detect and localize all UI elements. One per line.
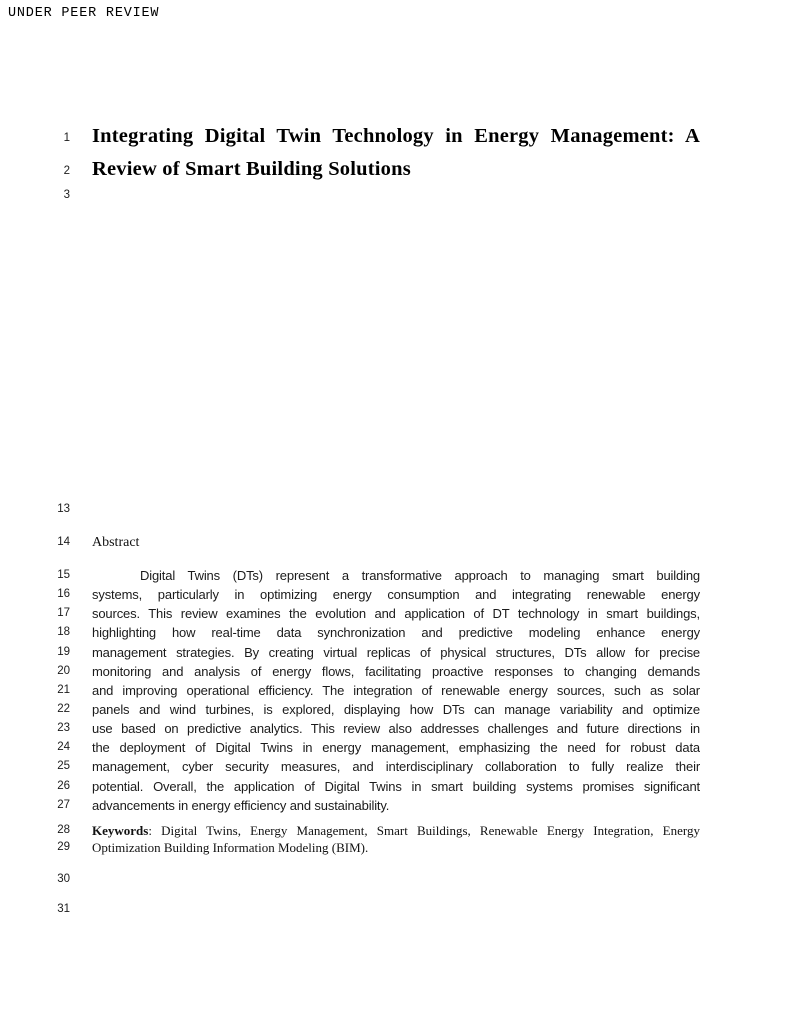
line-number: 18: [57, 626, 70, 639]
abstract-line-text: management strategies. By creating virtual replicas of physical structures, DTs allow for precise: [92, 644, 700, 660]
abstract-line-text: sources. This review examines the evolution and application of DT technology in smart buildings,: [92, 606, 700, 622]
abstract-line: [0, 738, 791, 757]
empty-line: [0, 900, 791, 919]
abstract-line: [0, 700, 791, 719]
abstract-heading-block: [0, 533, 791, 552]
line-number: 17: [57, 607, 70, 620]
line-number: 29: [57, 841, 70, 853]
keywords-label: Keywords: [92, 823, 149, 838]
line-number: 14: [57, 536, 70, 548]
abstract-line-text: monitoring and analysis of energy flows, facilitating proactive responses to changing demands: [92, 663, 700, 679]
line-number: 1: [63, 132, 70, 144]
abstract-line-text: highlighting how real-time data synchronization and predictive modeling enhance energy: [92, 625, 700, 641]
abstract-line-text: potential. Overall, the application of Digital Twins in smart building systems promises significant: [92, 778, 700, 794]
abstract-line-text: management, cyber security measures, and interdisciplinary collaboration to fully realize their: [92, 759, 700, 775]
line-number: 20: [57, 664, 70, 677]
line-number: 27: [57, 798, 70, 811]
line-number: 13: [57, 503, 70, 515]
abstract-line-text: advancements in energy efficiency and sustainability.: [92, 797, 390, 813]
line-number: 3: [63, 189, 70, 201]
empty-line: [0, 500, 791, 519]
keywords-line: [0, 822, 791, 839]
empty-line: [0, 870, 791, 889]
abstract-body: [0, 566, 791, 815]
abstract-line-text: the deployment of Digital Twins in energy management, emphasizing the need for robust data: [92, 740, 700, 756]
keywords-line: [0, 839, 791, 856]
title-line: [0, 153, 791, 186]
title-line: [0, 120, 791, 153]
line-number: 26: [57, 779, 70, 792]
line-number: 16: [57, 588, 70, 601]
keywords-block: [0, 822, 791, 856]
line-number: 2: [63, 165, 70, 177]
abstract-line: [0, 757, 791, 776]
line-number: 22: [57, 702, 70, 715]
peer-review-banner: UNDER PEER REVIEW: [8, 6, 160, 21]
abstract-line-text: and improving operational efficiency. The integration of renewable energy sources, such as solar: [92, 682, 700, 698]
line-number: 30: [57, 873, 70, 885]
abstract-line: [0, 604, 791, 623]
empty-line: [0, 186, 791, 205]
keywords-text-line-2: Optimization Building Information Modeling (BIM).: [92, 840, 369, 855]
abstract-line: [0, 777, 791, 796]
line-number: 24: [57, 741, 70, 754]
paper-title-line-2: Review of Smart Building Solutions: [92, 158, 411, 180]
abstract-line-text: panels and wind turbines, is explored, displaying how DTs can manage variability and optimize: [92, 701, 700, 717]
abstract-line-text: use based on predictive analytics. This review also addresses challenges and future directions in: [92, 721, 700, 737]
line-number: 23: [57, 722, 70, 735]
line-number: 28: [57, 824, 70, 836]
line-number: 31: [57, 903, 70, 915]
keywords-list: : Digital Twins, Energy Management, Smart Buildings, Renewable Energy Integration, Energy: [148, 823, 700, 838]
abstract-line-text: systems, particularly in optimizing energy consumption and integrating renewable energy: [92, 587, 700, 603]
line-number: 15: [57, 569, 70, 581]
keywords-text-line-1: [92, 822, 700, 839]
abstract-line: [0, 566, 791, 585]
abstract-line: [0, 681, 791, 700]
line-number: 25: [57, 760, 70, 773]
abstract-line: [0, 643, 791, 662]
line-number: 19: [57, 645, 70, 658]
abstract-line: [0, 719, 791, 738]
abstract-heading: Abstract: [92, 535, 140, 550]
abstract-line: [0, 585, 791, 604]
title-block: [0, 120, 791, 205]
paper-title-line-1: Integrating Digital Twin Technology in Energy Management: A: [92, 125, 700, 147]
abstract-line: [0, 662, 791, 681]
abstract-line: [0, 623, 791, 642]
abstract-line: [0, 796, 791, 815]
line-number: 21: [57, 683, 70, 696]
abstract-line-text: Digital Twins (DTs) represent a transformative approach to managing smart building: [140, 568, 700, 583]
